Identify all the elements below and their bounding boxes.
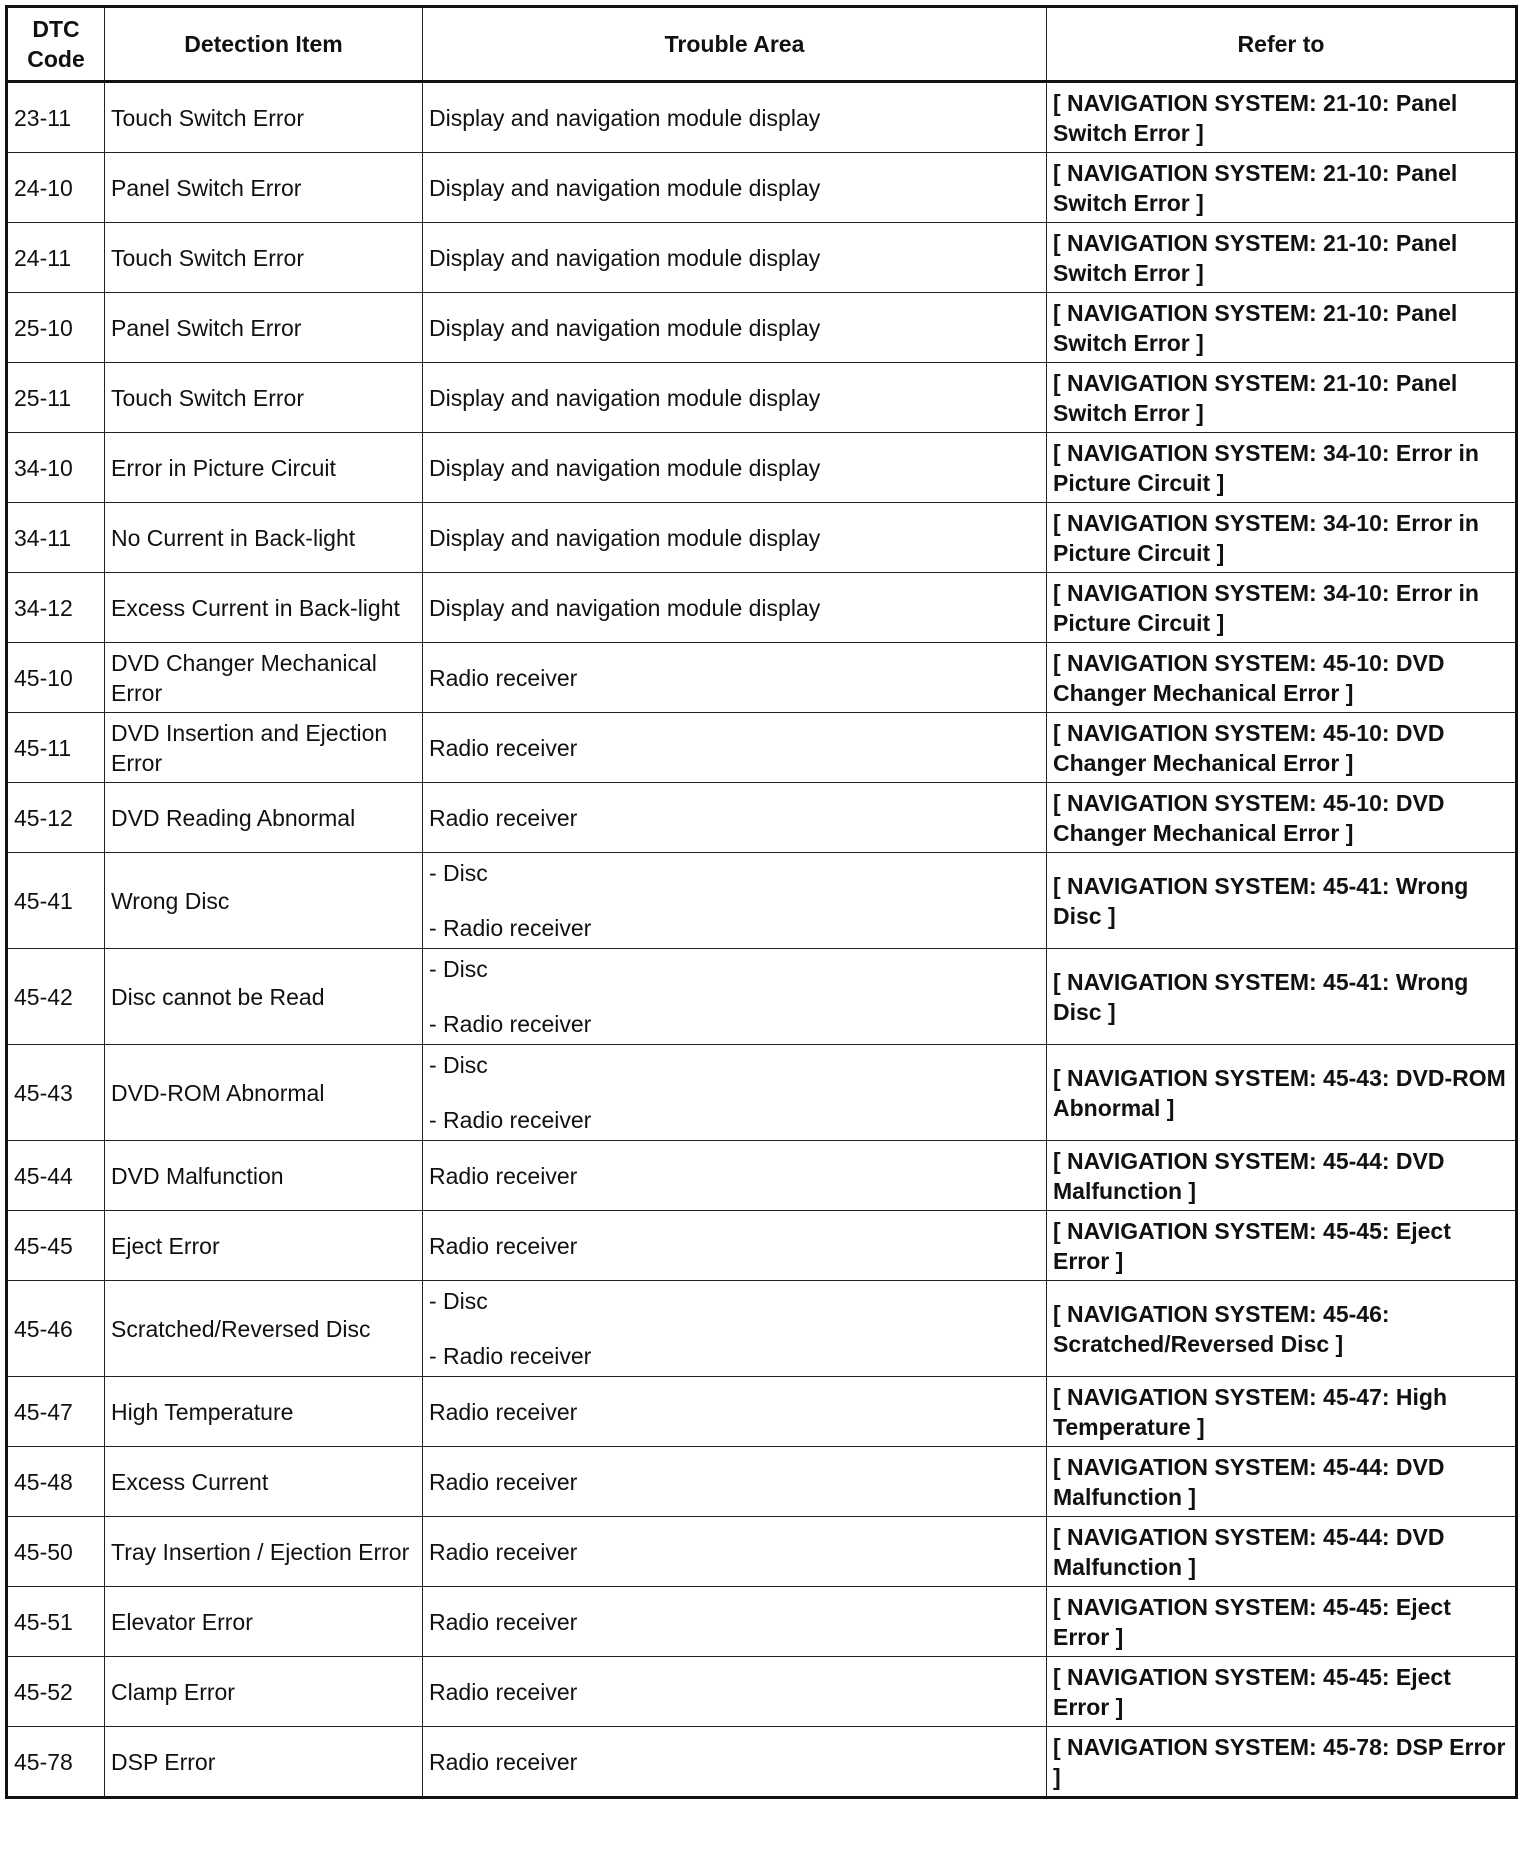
dtc-code-cell: 45-11 bbox=[7, 713, 105, 783]
detection-item-cell: Excess Current in Back-light bbox=[105, 573, 423, 643]
trouble-area-cell bbox=[423, 503, 1047, 573]
trouble-area-line: Radio receiver bbox=[429, 1162, 578, 1189]
refer-to-link[interactable]: [ NAVIGATION SYSTEM: 45-10: DVD Changer Mechanical Error ] bbox=[1047, 713, 1517, 783]
detection-item-cell: Excess Current bbox=[105, 1447, 423, 1517]
header-refer-to: Refer to bbox=[1047, 7, 1517, 82]
dtc-code-cell: 45-46 bbox=[7, 1281, 105, 1377]
trouble-area-line: Display and navigation module display bbox=[429, 594, 821, 621]
header-trouble-area: Trouble Area bbox=[423, 7, 1047, 82]
refer-to-link[interactable]: [ NAVIGATION SYSTEM: 34-10: Error in Picture Circuit ] bbox=[1047, 433, 1517, 503]
dtc-code-cell: 45-48 bbox=[7, 1447, 105, 1517]
trouble-area-cell bbox=[423, 1045, 1047, 1141]
refer-to-link[interactable]: [ NAVIGATION SYSTEM: 21-10: Panel Switch Error ] bbox=[1047, 293, 1517, 363]
table-row bbox=[7, 153, 1517, 223]
table-row bbox=[7, 363, 1517, 433]
detection-item-cell: Clamp Error bbox=[105, 1657, 423, 1727]
trouble-area-cell bbox=[423, 1281, 1047, 1377]
trouble-area-cell bbox=[423, 1211, 1047, 1281]
detection-item-cell: Eject Error bbox=[105, 1211, 423, 1281]
detection-item-cell: DVD-ROM Abnormal bbox=[105, 1045, 423, 1141]
detection-item-cell: DSP Error bbox=[105, 1727, 423, 1798]
detection-item-cell: DVD Malfunction bbox=[105, 1141, 423, 1211]
table-row bbox=[7, 1727, 1517, 1798]
detection-item-cell: Touch Switch Error bbox=[105, 82, 423, 153]
trouble-area-cell bbox=[423, 1141, 1047, 1211]
trouble-area-cell bbox=[423, 1447, 1047, 1517]
table-row bbox=[7, 1377, 1517, 1447]
trouble-area-cell bbox=[423, 949, 1047, 1045]
detection-item-cell: No Current in Back-light bbox=[105, 503, 423, 573]
dtc-code-cell: 45-43 bbox=[7, 1045, 105, 1141]
trouble-area-line: Radio receiver bbox=[429, 734, 578, 761]
trouble-area-cell bbox=[423, 1517, 1047, 1587]
detection-item-cell: High Temperature bbox=[105, 1377, 423, 1447]
refer-to-link[interactable]: [ NAVIGATION SYSTEM: 45-46: Scratched/Reversed Disc ] bbox=[1047, 1281, 1517, 1377]
table-row bbox=[7, 223, 1517, 293]
trouble-area-line: Display and navigation module display bbox=[429, 174, 821, 201]
refer-to-link[interactable]: [ NAVIGATION SYSTEM: 21-10: Panel Switch Error ] bbox=[1047, 223, 1517, 293]
dtc-code-cell: 23-11 bbox=[7, 82, 105, 153]
trouble-area-line: - Radio receiver bbox=[429, 1011, 592, 1037]
trouble-area-cell bbox=[423, 573, 1047, 643]
detection-item-cell: DVD Reading Abnormal bbox=[105, 783, 423, 853]
detection-item-cell: Panel Switch Error bbox=[105, 153, 423, 223]
table-row bbox=[7, 1211, 1517, 1281]
table-row bbox=[7, 1517, 1517, 1587]
trouble-area-line: Radio receiver bbox=[429, 1538, 578, 1565]
detection-item-cell: Touch Switch Error bbox=[105, 363, 423, 433]
trouble-area-line: - Radio receiver bbox=[429, 915, 592, 941]
detection-item-cell: Tray Insertion / Ejection Error bbox=[105, 1517, 423, 1587]
table-row bbox=[7, 713, 1517, 783]
trouble-area-line: Display and navigation module display bbox=[429, 384, 821, 411]
header-row bbox=[7, 7, 1517, 82]
dtc-code-cell: 45-44 bbox=[7, 1141, 105, 1211]
table-row bbox=[7, 1657, 1517, 1727]
dtc-code-cell: 45-10 bbox=[7, 643, 105, 713]
trouble-area-cell bbox=[423, 223, 1047, 293]
trouble-area-cell bbox=[423, 713, 1047, 783]
trouble-area-line: Radio receiver bbox=[429, 1232, 578, 1259]
trouble-area-line: - Radio receiver bbox=[429, 1343, 592, 1369]
table-row bbox=[7, 573, 1517, 643]
dtc-code-cell: 45-51 bbox=[7, 1587, 105, 1657]
detection-item-cell: Touch Switch Error bbox=[105, 223, 423, 293]
refer-to-link[interactable]: [ NAVIGATION SYSTEM: 21-10: Panel Switch Error ] bbox=[1047, 153, 1517, 223]
trouble-area-line: Radio receiver bbox=[429, 1748, 578, 1775]
dtc-code-cell: 25-10 bbox=[7, 293, 105, 363]
trouble-area-cell bbox=[423, 643, 1047, 713]
dtc-code-cell: 45-42 bbox=[7, 949, 105, 1045]
detection-item-cell: Scratched/Reversed Disc bbox=[105, 1281, 423, 1377]
dtc-code-cell: 45-47 bbox=[7, 1377, 105, 1447]
header-dtc-code: DTC Code bbox=[7, 7, 105, 82]
trouble-area-line: Display and navigation module display bbox=[429, 314, 821, 341]
trouble-area-line: Display and navigation module display bbox=[429, 454, 821, 481]
dtc-code-cell: 45-41 bbox=[7, 853, 105, 949]
trouble-area-cell bbox=[423, 1657, 1047, 1727]
table-row bbox=[7, 82, 1517, 153]
refer-to-link[interactable]: [ NAVIGATION SYSTEM: 45-41: Wrong Disc ] bbox=[1047, 949, 1517, 1045]
trouble-area-cell bbox=[423, 1377, 1047, 1447]
refer-to-link[interactable]: [ NAVIGATION SYSTEM: 21-10: Panel Switch Error ] bbox=[1047, 363, 1517, 433]
detection-item-cell: DVD Insertion and Ejection Error bbox=[105, 713, 423, 783]
table-row bbox=[7, 1587, 1517, 1657]
detection-item-cell: Wrong Disc bbox=[105, 853, 423, 949]
trouble-area-line: - Disc bbox=[429, 956, 488, 982]
table-row bbox=[7, 293, 1517, 363]
trouble-area-line: Radio receiver bbox=[429, 664, 578, 691]
table-body bbox=[7, 82, 1517, 1798]
table-row bbox=[7, 1447, 1517, 1517]
table-row bbox=[7, 1141, 1517, 1211]
detection-item-cell: DVD Changer Mechanical Error bbox=[105, 643, 423, 713]
trouble-area-cell bbox=[423, 153, 1047, 223]
trouble-area-cell bbox=[423, 783, 1047, 853]
refer-to-link[interactable]: [ NAVIGATION SYSTEM: 45-44: DVD Malfunction ] bbox=[1047, 1447, 1517, 1517]
dtc-code-cell: 24-10 bbox=[7, 153, 105, 223]
refer-to-link[interactable]: [ NAVIGATION SYSTEM: 34-10: Error in Picture Circuit ] bbox=[1047, 573, 1517, 643]
trouble-area-line: Display and navigation module display bbox=[429, 244, 821, 271]
trouble-area-cell bbox=[423, 293, 1047, 363]
dtc-code-cell: 45-45 bbox=[7, 1211, 105, 1281]
trouble-area-cell bbox=[423, 82, 1047, 153]
trouble-area-cell bbox=[423, 433, 1047, 503]
detection-item-cell: Panel Switch Error bbox=[105, 293, 423, 363]
trouble-area-line: Radio receiver bbox=[429, 1468, 578, 1495]
refer-to-link[interactable]: [ NAVIGATION SYSTEM: 45-43: DVD-ROM Abnormal ] bbox=[1047, 1045, 1517, 1141]
trouble-area-line: - Disc bbox=[429, 1288, 488, 1314]
table-row bbox=[7, 783, 1517, 853]
trouble-area-cell bbox=[423, 1727, 1047, 1798]
refer-to-link[interactable]: [ NAVIGATION SYSTEM: 45-44: DVD Malfunction ] bbox=[1047, 1517, 1517, 1587]
table-row bbox=[7, 853, 1517, 949]
dtc-code-cell: 24-11 bbox=[7, 223, 105, 293]
dtc-code-cell: 45-78 bbox=[7, 1727, 105, 1798]
detection-item-cell: Error in Picture Circuit bbox=[105, 433, 423, 503]
table-row bbox=[7, 1045, 1517, 1141]
trouble-area-cell bbox=[423, 363, 1047, 433]
dtc-table bbox=[5, 5, 1518, 1799]
detection-item-cell: Elevator Error bbox=[105, 1587, 423, 1657]
table-row bbox=[7, 1281, 1517, 1377]
header-detection-item: Detection Item bbox=[105, 7, 423, 82]
dtc-code-cell: 45-12 bbox=[7, 783, 105, 853]
table-row bbox=[7, 949, 1517, 1045]
dtc-code-cell: 45-50 bbox=[7, 1517, 105, 1587]
trouble-area-line: Radio receiver bbox=[429, 804, 578, 831]
trouble-area-line: Radio receiver bbox=[429, 1398, 578, 1425]
trouble-area-cell bbox=[423, 853, 1047, 949]
refer-to-link[interactable]: [ NAVIGATION SYSTEM: 45-10: DVD Changer Mechanical Error ] bbox=[1047, 783, 1517, 853]
trouble-area-line: - Disc bbox=[429, 1052, 488, 1078]
table-row bbox=[7, 433, 1517, 503]
refer-to-link[interactable]: [ NAVIGATION SYSTEM: 45-78: DSP Error ] bbox=[1047, 1727, 1517, 1798]
dtc-code-cell: 34-10 bbox=[7, 433, 105, 503]
refer-to-link[interactable]: [ NAVIGATION SYSTEM: 45-47: High Temperature ] bbox=[1047, 1377, 1517, 1447]
trouble-area-cell bbox=[423, 1587, 1047, 1657]
refer-to-link[interactable]: [ NAVIGATION SYSTEM: 45-44: DVD Malfunction ] bbox=[1047, 1141, 1517, 1211]
refer-to-link[interactable]: [ NAVIGATION SYSTEM: 45-45: Eject Error ] bbox=[1047, 1657, 1517, 1727]
trouble-area-line: Radio receiver bbox=[429, 1608, 578, 1635]
dtc-code-cell: 34-12 bbox=[7, 573, 105, 643]
refer-to-link[interactable]: [ NAVIGATION SYSTEM: 45-10: DVD Changer Mechanical Error ] bbox=[1047, 643, 1517, 713]
refer-to-link[interactable]: [ NAVIGATION SYSTEM: 45-45: Eject Error ] bbox=[1047, 1587, 1517, 1657]
trouble-area-line: - Disc bbox=[429, 860, 488, 886]
table-row bbox=[7, 503, 1517, 573]
dtc-code-cell: 34-11 bbox=[7, 503, 105, 573]
trouble-area-line: Radio receiver bbox=[429, 1678, 578, 1705]
refer-to-link[interactable]: [ NAVIGATION SYSTEM: 45-41: Wrong Disc ] bbox=[1047, 853, 1517, 949]
trouble-area-line: - Radio receiver bbox=[429, 1107, 592, 1133]
dtc-code-cell: 25-11 bbox=[7, 363, 105, 433]
refer-to-link[interactable]: [ NAVIGATION SYSTEM: 45-45: Eject Error ] bbox=[1047, 1211, 1517, 1281]
table-row bbox=[7, 643, 1517, 713]
dtc-code-cell: 45-52 bbox=[7, 1657, 105, 1727]
refer-to-link[interactable]: [ NAVIGATION SYSTEM: 21-10: Panel Switch Error ] bbox=[1047, 82, 1517, 153]
trouble-area-line: Display and navigation module display bbox=[429, 524, 821, 551]
detection-item-cell: Disc cannot be Read bbox=[105, 949, 423, 1045]
refer-to-link[interactable]: [ NAVIGATION SYSTEM: 34-10: Error in Picture Circuit ] bbox=[1047, 503, 1517, 573]
trouble-area-line: Display and navigation module display bbox=[429, 104, 821, 131]
